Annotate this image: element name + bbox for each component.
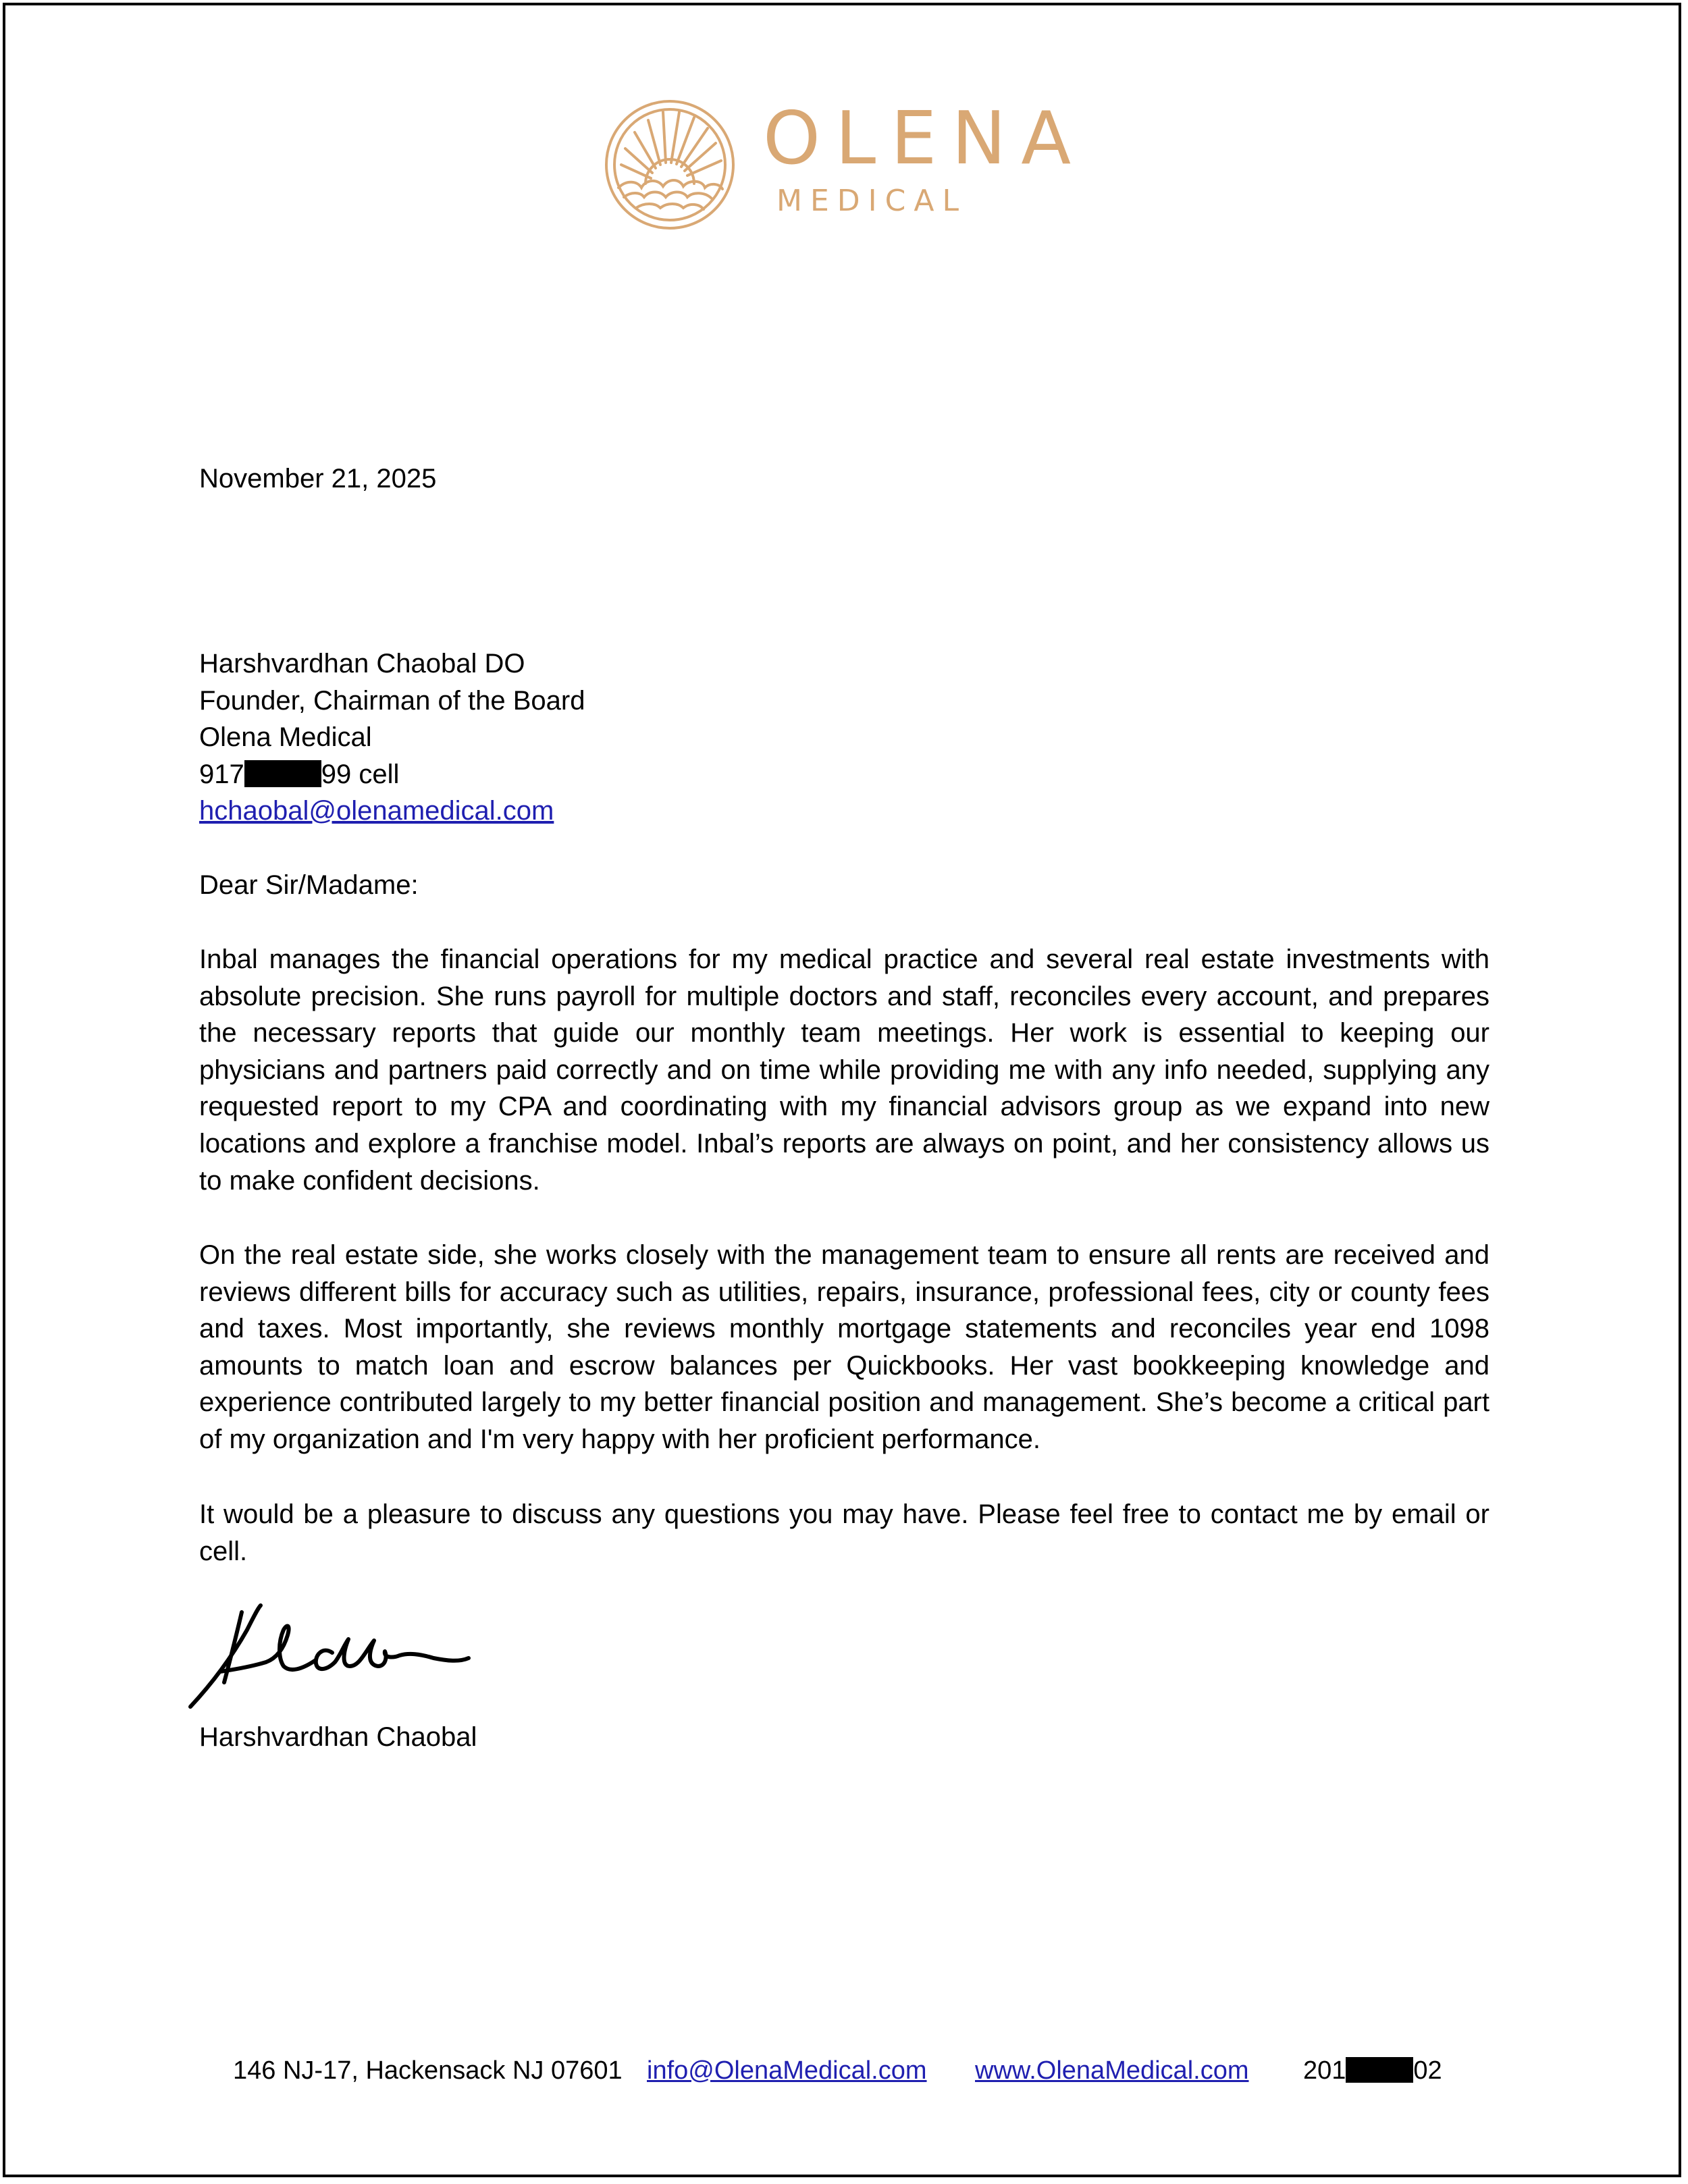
sender-organization: Olena Medical	[199, 722, 372, 753]
salutation: Dear Sir/Madame:	[199, 870, 419, 900]
sender-name: Harshvardhan Chaobal DO	[199, 649, 525, 678]
salutation-block	[199, 867, 1489, 904]
footer-phone-redaction-block	[1346, 2057, 1413, 2083]
body-paragraph-2-block	[199, 1237, 1489, 1458]
sun-cloud-logo-icon	[604, 99, 736, 231]
footer-phone-suffix: 02	[1413, 2056, 1442, 2085]
olena-medical-logo	[604, 99, 1090, 234]
footer-phone	[1303, 2052, 1442, 2089]
footer-email-link[interactable]: info@OlenaMedical.com	[647, 2056, 927, 2085]
body-paragraph-3-block	[199, 1496, 1489, 1570]
footer-phone-prefix: 201	[1303, 2056, 1346, 2085]
handwritten-signature	[182, 1588, 506, 1716]
body-paragraph: It would be a pleasure to discuss any questions you may have. Please feel free to contact me by email or cell.	[199, 1499, 1489, 1566]
phone-redaction-block	[244, 760, 321, 787]
closing-name-block	[199, 1719, 1489, 1756]
logo-wordmark: OLENA	[763, 97, 1086, 181]
logo-subtitle: MEDICAL	[776, 184, 967, 218]
body-paragraph: Inbal manages the financial operations for my medical practice and several real estate investments with absolute precision. She runs payroll for multiple doctors and staff, reconciles every account, and prepares the necessary reports that guide our monthly team meetings. Her work is essential to keeping our physicians and partners paid correctly and on time while providing me with any info needed, supplying any requested report to my CPA and coordinating with my financial advisors group as we expand into new locations and explore a franchise model. Inbal’s reports are always on point, and her consistency allows us to make confident decisions.	[199, 944, 1489, 1196]
footer-website-link[interactable]: www.OlenaMedical.com	[975, 2056, 1249, 2085]
sender-block	[199, 645, 1489, 830]
sender-email-link[interactable]: hchaobal@olenamedical.com	[199, 796, 554, 826]
footer-address: 146 NJ-17, Hackensack NJ 07601	[233, 2056, 623, 2085]
sender-phone-prefix: 917	[199, 759, 244, 789]
sender-phone	[199, 756, 1489, 793]
body-paragraph: On the real estate side, she works closely with the management team to ensure all rents are received and reviews different bills for accuracy such as utilities, repairs, insurance, professional fees, city or county fees and taxes. Most importantly, she reviews monthly mortgage statements and reconciles year end 1098 amounts to match loan and escrow balances per Quickbooks. Her vast bookkeeping knowledge and experience contributed largely to my better financial position and management. She’s become a critical part of my organization and I'm very happy with her proficient performance.	[199, 1240, 1489, 1454]
letter-date: November 21, 2025	[199, 464, 437, 494]
letter-date-block	[199, 460, 1489, 498]
closing-name: Harshvardhan Chaobal	[199, 1722, 477, 1752]
sender-title: Founder, Chairman of the Board	[199, 685, 585, 716]
sender-phone-suffix: 99 cell	[321, 759, 400, 789]
body-paragraph-1-block	[199, 941, 1489, 1199]
